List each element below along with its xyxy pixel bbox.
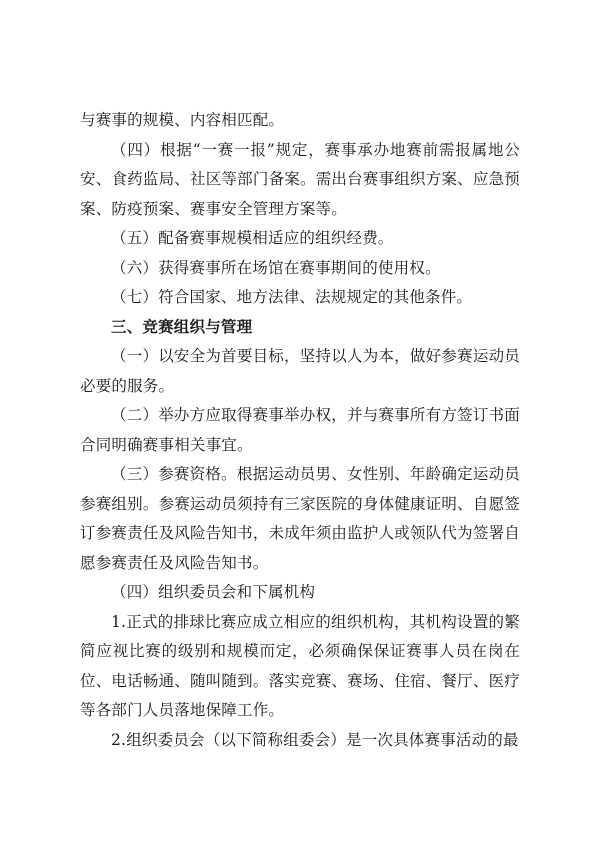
paragraph-4: （六）获得赛事所在场馆在赛事期间的使用权。 xyxy=(111,258,441,277)
paragraph-9: （三）参赛资格。根据运动员男、女性别、年龄确定运动员参赛组别。参赛运动员须持有三家医院的身体健康证明、自愿签订参赛责任及风险告知书，未成年须由监护人或领队代为签署自愿参赛责任及风险告知书。 xyxy=(80,465,520,572)
paragraph-7: （一）以安全为首要目标，坚持以人为本，做好参赛运动员必要的服务。 xyxy=(80,347,520,395)
paragraph-10: （四）组织委员会和下属机构 xyxy=(111,583,316,601)
section-heading: 三、竞赛组织与管理 xyxy=(111,317,253,336)
paragraph-1: 与赛事的规模、内容相匹配。 xyxy=(80,111,285,129)
paragraph-3: （五）配备赛事规模相适应的组织经费。 xyxy=(111,229,394,247)
paragraph-5: （七）符合国家、地方法律、法规规定的其他条件。 xyxy=(111,288,473,306)
document-page xyxy=(80,106,520,755)
paragraph-2: （四）根据“一赛一报”规定，赛事承办地赛前需报属地公安、食药监局、社区等部门备案。需出台赛事组织方案、应急预案、防疫预案、赛事安全管理方案等。 xyxy=(80,140,520,218)
paragraph-8: （二）举办方应取得赛事举办权，并与赛事所有方签订书面合同明确赛事相关事宜。 xyxy=(80,406,520,454)
paragraph-12: 2.组织委员会（以下简称组委会）是一次具体赛事活动的最 xyxy=(111,730,519,749)
paragraph-11: 1.正式的排球比赛应成立相应的组织机构，其机构设置的繁简应视比赛的级别和规模而定，必须确保保证赛事人员在岗在位、电话畅通、随叫随到。落实竞赛、赛场、住宿、餐厅、医疗等各部门人员落地保障工作。 xyxy=(80,612,520,719)
